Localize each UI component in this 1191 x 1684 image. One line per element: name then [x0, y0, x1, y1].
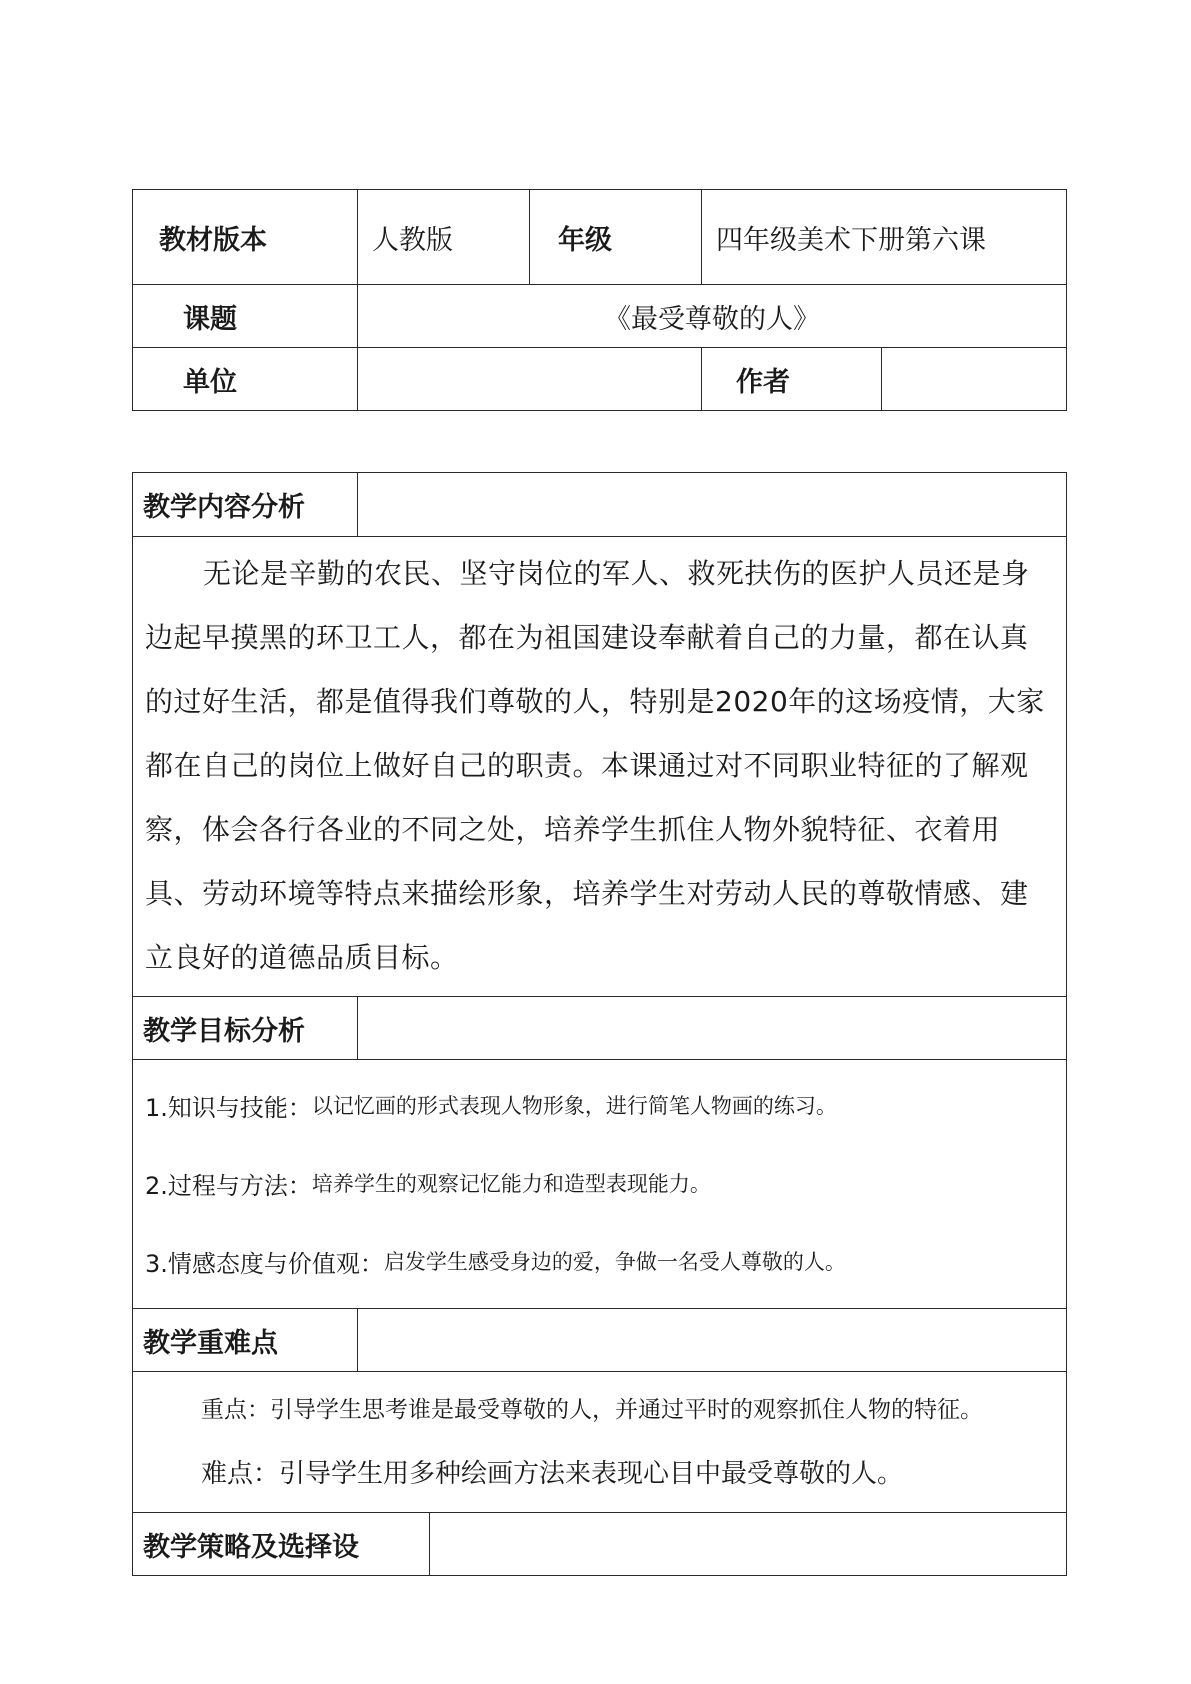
goal-knowledge-text: 以记忆画的形式表现人物形象，进行简笔人物画的练习。: [311, 1094, 837, 1118]
teaching-design-table: [132, 472, 1067, 1576]
lesson-info-table: [132, 189, 1067, 411]
key-point-focus: 重点：引导学生思考谁是最受尊敬的人，并通过平时的观察抓住人物的特征。: [201, 1397, 983, 1423]
key-points-body: [133, 1372, 1067, 1513]
goal-process-text: 培养学生的观察记忆能力和造型表现能力。: [311, 1172, 711, 1196]
goal-attitude-text: 启发学生感受身边的爱，争做一名受人尊敬的人。: [383, 1250, 846, 1274]
goal-knowledge: [133, 1066, 1066, 1144]
author-value: [882, 348, 1067, 411]
goal-list: [133, 1060, 1067, 1309]
edition-value: 人教版: [358, 190, 530, 285]
grade-value: 四年级美术下册第六课: [702, 190, 1067, 285]
topic-label: 课题: [133, 285, 358, 348]
goal-knowledge-label: 1.知识与技能：: [145, 1093, 312, 1122]
strategy-heading-blank: [430, 1513, 1067, 1576]
key-point-difficulty: 难点：引导学生用多种绘画方法来表现心目中最受尊敬的人。: [201, 1459, 904, 1489]
strategy-heading: 教学策略及选择设: [133, 1513, 430, 1576]
topic-value: 《最受尊敬的人》: [358, 285, 1067, 348]
goal-process-label: 2.过程与方法：: [145, 1171, 312, 1200]
goal-attitude-label: 3.情感态度与价值观：: [145, 1249, 384, 1278]
key-points-heading-blank: [358, 1309, 1067, 1372]
key-points-heading: 教学重难点: [133, 1309, 358, 1372]
goal-process: [133, 1144, 1066, 1222]
goal-analysis-heading-blank: [358, 997, 1067, 1060]
author-label: 作者: [702, 348, 882, 411]
edition-label: 教材版本: [133, 190, 358, 285]
unit-label: 单位: [133, 348, 358, 411]
goal-analysis-heading: 教学目标分析: [133, 997, 358, 1060]
content-analysis-heading-blank: [358, 473, 1067, 537]
content-analysis-text: 无论是辛勤的农民、坚守岗位的军人、救死扶伤的医护人员还是身边起早摸黑的环卫工人，都在为祖国建设奉献着自己的力量，都在认真的过好生活，都是值得我们尊敬的人，特别是2020年的这场疫情，大家都在自己的岗位上做好自己的职责。本课通过对不同职业特征的了解观察，体会各行各业的不同之处，培养学生抓住人物外貌特征、衣着用具、劳动环境等特点来描绘形象，培养学生对劳动人民的尊敬情感、建立良好的道德品质目标。: [133, 537, 1067, 997]
unit-value: [358, 348, 702, 411]
goal-attitude: [133, 1222, 1066, 1300]
content-analysis-heading: 教学内容分析: [133, 473, 358, 537]
grade-label: 年级: [530, 190, 702, 285]
